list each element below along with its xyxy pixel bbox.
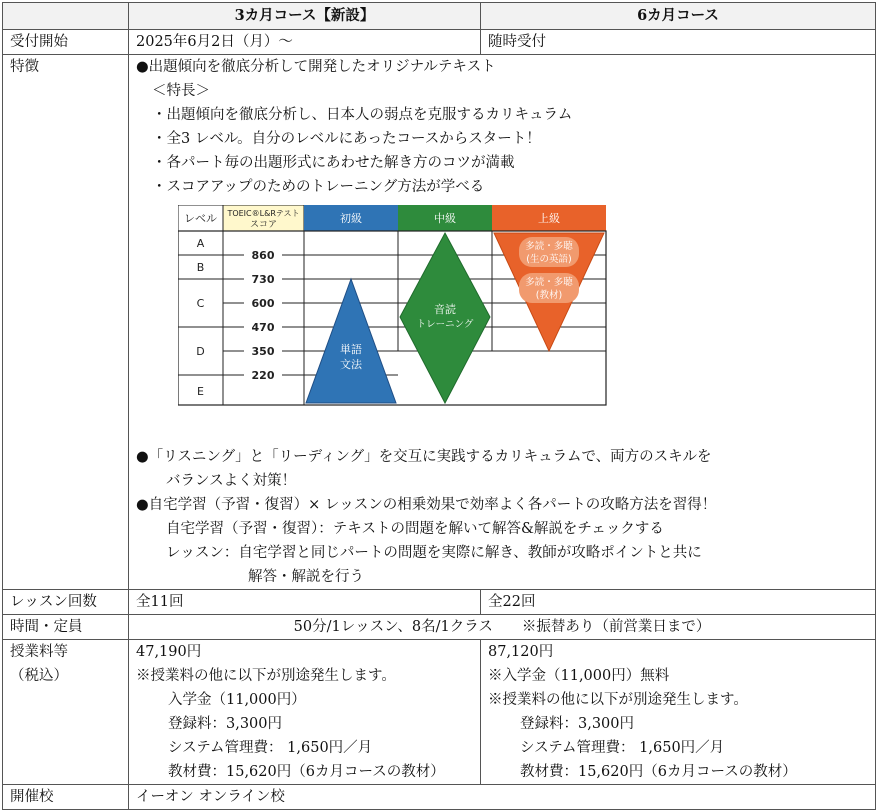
lessons-3month: 全11回	[129, 590, 481, 615]
feature-point: ・各パート毎の出題形式にあわせた解き方のコツが満載	[152, 155, 515, 171]
school-row	[3, 785, 876, 810]
intermediate-label-line1: 音読	[434, 303, 456, 316]
reception-6month: 随時受付	[481, 30, 876, 55]
score-header-line2: スコア	[249, 220, 278, 230]
fee-price: 47,190円	[136, 644, 202, 660]
header-6month-course: 6カ月コース	[481, 3, 876, 30]
fee-note: ※授業料の他に以下が別途発生します。	[488, 692, 748, 708]
fee-item: システム管理費： 1,650円／月	[168, 740, 373, 756]
advanced-pill1-line2: (生の英語)	[526, 254, 572, 265]
score-tick	[223, 369, 304, 382]
fee-item: 教材費：15,620円（6カ月コースの教材）	[168, 764, 445, 780]
score-label: 350	[251, 345, 275, 358]
time-row	[3, 615, 876, 640]
school-label: 開催校	[3, 785, 129, 810]
level-chart-wrap	[136, 199, 868, 445]
header-blank	[3, 3, 129, 30]
score-label: 860	[251, 249, 275, 262]
level-letter: D	[196, 345, 205, 358]
fee-price: 87,120円	[488, 644, 554, 660]
features-content	[129, 55, 876, 590]
intermediate-header-text: 中級	[434, 212, 456, 225]
school-value: イーオン オンライン校	[129, 785, 876, 810]
fees-label-line1: 授業料等	[10, 644, 68, 660]
reception-row	[3, 30, 876, 55]
feature-bullet-textbook: ●出題傾向を徹底分析して開発したオリジナルテキスト	[136, 59, 496, 75]
level-letter: A	[196, 237, 205, 250]
fee-entrance: ※入学金（11,000円）無料	[488, 668, 670, 684]
table-header-row	[3, 3, 876, 30]
lessons-row	[3, 590, 876, 615]
header-3month-course: 3カ月コース【新設】	[129, 3, 481, 30]
score-tick	[223, 321, 304, 334]
fees-6month	[481, 640, 876, 785]
advanced-pill2-line2: (教材)	[535, 290, 563, 301]
fee-item: 登録料：3,300円	[520, 716, 635, 732]
intermediate-label-line2: トレーニング	[416, 319, 474, 330]
score-tick	[223, 249, 304, 262]
features-row	[3, 55, 876, 590]
fees-label	[3, 640, 129, 785]
feature-detail-homestudy: 自宅学習（予習・復習）：テキストの問題を解いて解答&解説をチェックする	[166, 521, 664, 537]
feature-detail-lesson-cont: 解答・解説を行う	[248, 569, 364, 585]
advanced-pill1-line1: 多読・多聴	[525, 241, 573, 252]
score-label: 470	[251, 321, 275, 334]
beginner-triangle	[306, 279, 396, 403]
reception-3month: 2025年6月2日（月）～	[129, 30, 481, 55]
fees-3month	[129, 640, 481, 785]
feature-bullet-synergy: ●自宅学習（予習・復習）× レッスンの相乗効果で効率よく各パートの攻略方法を習得！	[136, 497, 717, 513]
lessons-label: レッスン回数	[3, 590, 129, 615]
feature-point: ・全3 レベル。自分のレベルにあったコースからスタート！	[152, 131, 541, 147]
feature-point: ・出題傾向を徹底分析し、日本人の弱点を克服するカリキュラム	[152, 107, 573, 123]
intermediate-diamond	[400, 233, 490, 403]
advanced-header-text: 上級	[538, 212, 560, 225]
feature-bullet-curriculum: ●「リスニング」と「リーディング」を交互に実践するカリキュラムで、両方のスキルを	[136, 449, 712, 465]
score-tick	[223, 297, 304, 310]
time-label: 時間・定員	[3, 615, 129, 640]
beginner-label-line2: 文法	[340, 358, 362, 371]
beginner-label-line1: 単語	[340, 343, 362, 356]
lessons-6month: 全22回	[481, 590, 876, 615]
time-value: 50分/1レッスン、8名/1クラス ※振替あり（前営業日まで）	[129, 615, 876, 640]
beginner-header-text: 初級	[340, 212, 362, 225]
features-label: 特徴	[3, 55, 129, 590]
feature-detail-lesson: レッスン：自宅学習と同じパートの問題を実際に解き、教師が攻略ポイントと共に	[166, 545, 702, 561]
level-letter: B	[196, 261, 205, 274]
fees-row	[3, 640, 876, 785]
reception-label: 受付開始	[3, 30, 129, 55]
score-header-line1: TOEIC®L&Rテスト	[227, 209, 300, 218]
feature-subheading: ＜特長＞	[152, 83, 210, 99]
fee-item: 教材費：15,620円（6カ月コースの教材）	[520, 764, 797, 780]
level-chart	[178, 205, 608, 407]
score-tick	[223, 345, 304, 358]
course-comparison-table	[2, 2, 876, 810]
fees-label-line2: （税込）	[10, 668, 68, 684]
fee-note: ※授業料の他に以下が別途発生します。	[136, 668, 396, 684]
fee-item: システム管理費： 1,650円／月	[520, 740, 725, 756]
score-tick	[223, 273, 304, 286]
level-header-text: レベル	[184, 212, 217, 225]
fee-item: 入学金（11,000円）	[168, 692, 306, 708]
feature-point: ・スコアアップのためのトレーニング方法が学べる	[152, 179, 485, 195]
score-label: 730	[251, 273, 275, 286]
score-label: 600	[251, 297, 275, 310]
level-letter: C	[196, 297, 205, 310]
advanced-pill2-line1: 多読・多聴	[525, 277, 573, 288]
level-letter: E	[197, 385, 204, 398]
fee-item: 登録料：3,300円	[168, 716, 283, 732]
feature-bullet-curriculum-cont: バランスよく対策！	[166, 473, 297, 489]
score-label: 220	[251, 369, 275, 382]
